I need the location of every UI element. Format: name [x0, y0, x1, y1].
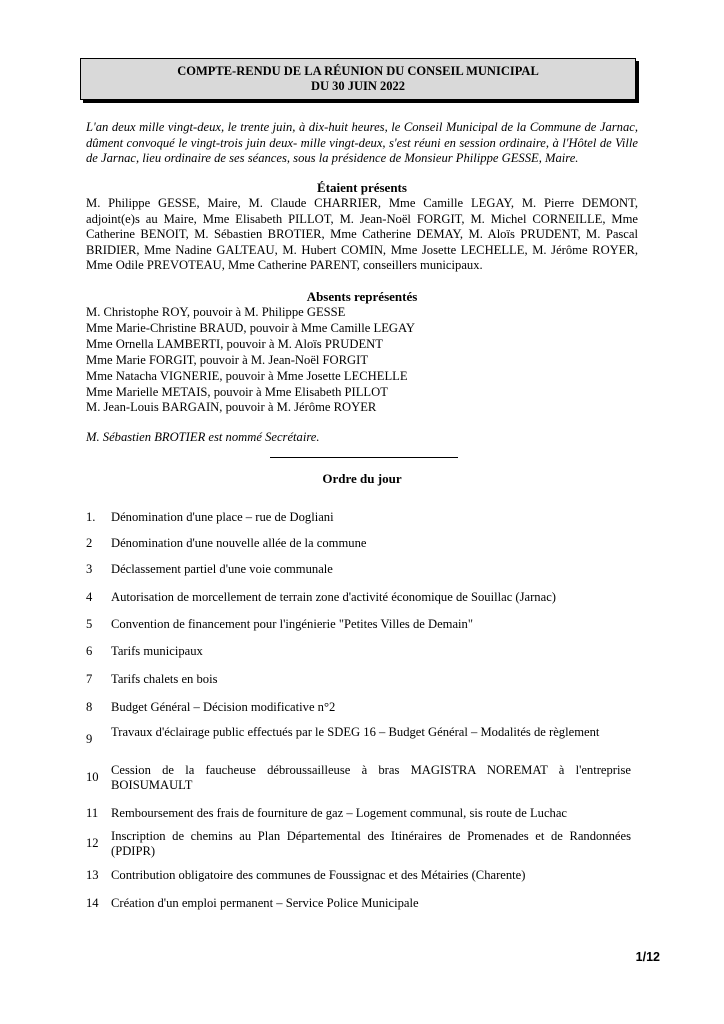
absent-item: Mme Ornella LAMBERTI, pouvoir à M. Aloïs PRUDENT: [86, 336, 383, 351]
agenda-item-text: Budget Général – Décision modificative n°2: [111, 700, 336, 714]
absents-list: [86, 305, 638, 416]
agenda-item-number: 9: [86, 732, 93, 746]
agenda-item-number: 5: [86, 617, 93, 631]
absent-item: Mme Marie-Christine BRAUD, pouvoir à Mme Camille LEGAY: [86, 320, 416, 335]
absent-item: M. Christophe ROY, pouvoir à M. Philippe GESSE: [86, 305, 346, 319]
absent-item: Mme Marielle METAIS, pouvoir à Mme Elisabeth PILLOT: [86, 384, 388, 399]
title-line-1: COMPTE-RENDU DE LA RÉUNION DU CONSEIL MUNICIPAL: [177, 64, 539, 78]
agenda-item-number: 1.: [86, 510, 96, 524]
agenda-item-number: 6: [86, 644, 93, 658]
absent-item: Mme Marie FORGIT, pouvoir à M. Jean-Noël FORGIT: [86, 352, 369, 367]
agenda-item-text: Convention de financement pour l'ingénierie "Petites Villes de Demain": [111, 617, 473, 631]
agenda-item-number: 10: [86, 770, 99, 784]
agenda-item-number: 12: [86, 836, 99, 850]
absent-item: M. Jean-Louis BARGAIN, pouvoir à M. Jérôme ROYER: [86, 400, 377, 415]
page-number: 1/12: [635, 950, 660, 964]
agenda-item-number: 7: [86, 672, 93, 686]
agenda-item-text: Contribution obligatoire des communes de Foussignac et des Métairies (Charente): [111, 868, 526, 882]
divider: [270, 457, 458, 458]
present-list: M. Philippe GESSE, Maire, M. Claude CHARRIER, Mme Camille LEGAY, M. Pierre DEMONT, adjoint(e)s au Maire, Mme Elisabeth PILLOT, M. Jean-Noël FORGIT, M. Michel CORNEILLE, Mme Catherine BENOIT, M. Sébastien BROTIER, Mme Catherine DEMAY, M. Aloïs PRUDENT, M. Pascal BRIDIER, Mme Nadine GALTEAU, M. Hubert COMIN, Mme Josette LECHELLE, M. Jérôme ROYER, Mme Odile PREVOTEAU, Mme Catherine PARENT, conseillers municipaux.: [86, 196, 638, 273]
agenda-item-number: 13: [86, 868, 99, 882]
agenda-item-number: 14: [86, 896, 99, 910]
agenda-item-text: Cession de la faucheuse débroussailleuse à bras MAGISTRA NOREMAT à l'entreprise BOISUMAULT: [111, 763, 631, 792]
secretary-line: M. Sébastien BROTIER est nommé Secrétaire.: [86, 430, 320, 444]
title-line-2: DU 30 JUIN 2022: [310, 79, 406, 93]
agenda-item-number: 8: [86, 700, 93, 714]
title-box: [80, 58, 636, 100]
agenda-heading: Ordre du jour: [322, 471, 402, 486]
agenda-item-text: Dénomination d'une nouvelle allée de la commune: [111, 536, 367, 550]
agenda-item-text: Tarifs chalets en bois: [111, 672, 218, 686]
agenda-item-text: Remboursement des frais de fourniture de gaz – Logement communal, sis route de Luchac: [111, 806, 568, 820]
agenda-item-text: Création d'un emploi permanent – Service Police Municipale: [111, 896, 419, 910]
agenda-item-text: Inscription de chemins au Plan Départemental des Itinéraires de Promenades et de Randonnées (PDIPR): [111, 829, 631, 858]
absents-heading: Absents représentés: [306, 289, 418, 304]
agenda-item-text: Tarifs municipaux: [111, 644, 203, 658]
agenda-item-number: 11: [86, 806, 99, 820]
agenda-item-text: Dénomination d'une place – rue de Dogliani: [111, 510, 334, 524]
agenda-item-text: Autorisation de morcellement de terrain zone d'activité économique de Souillac (Jarnac): [111, 590, 556, 604]
present-heading: Étaient présents: [317, 180, 407, 195]
intro-paragraph: L'an deux mille vingt-deux, le trente juin, à dix-huit heures, le Conseil Municipal de la Commune de Jarnac, dûment convoqué le vingt-trois juin deux- mille vingt-deux, s'est réuni en session ordinaire, à l'Hôtel de Ville de Jarnac, lieu ordinaire de ses séances, sous la présidence de Monsieur Philippe GESSE, Maire.: [86, 120, 638, 166]
agenda-item-text: Déclassement partiel d'une voie communale: [111, 562, 333, 576]
absent-item: Mme Natacha VIGNERIE, pouvoir à Mme Josette LECHELLE: [86, 368, 408, 383]
agenda-item-number: 2: [86, 536, 93, 550]
agenda-item-number: 4: [86, 590, 93, 604]
agenda-item-number: 3: [86, 562, 93, 576]
agenda-item-text: Travaux d'éclairage public effectués par le SDEG 16 – Budget Général – Modalités de règlement: [111, 725, 600, 739]
